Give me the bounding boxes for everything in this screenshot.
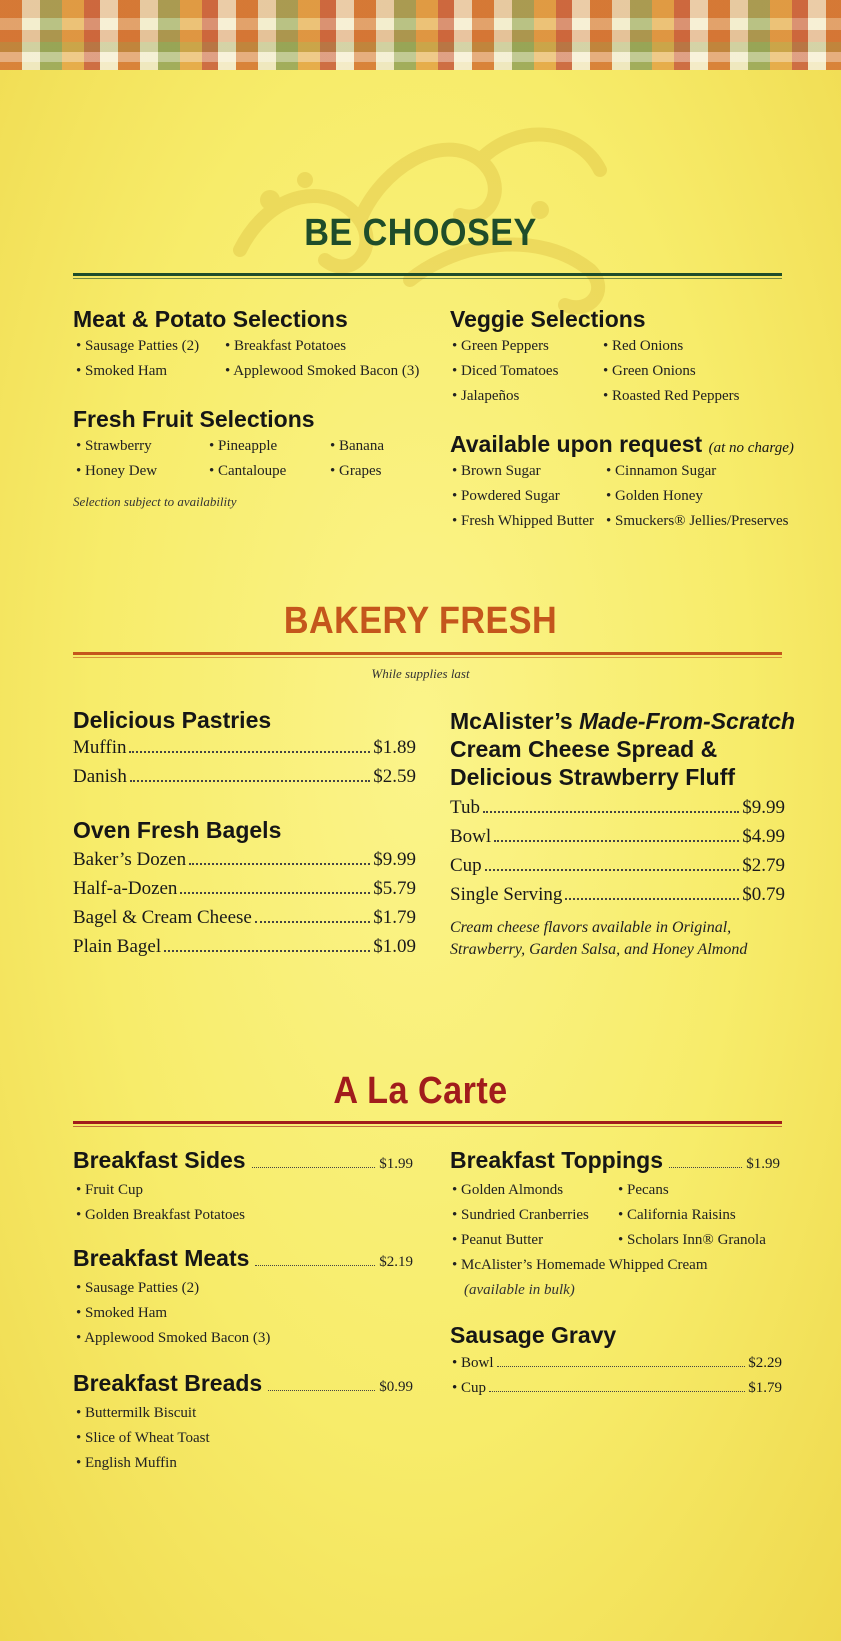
- be-choosey-rule: [73, 273, 782, 276]
- leader-dots: [130, 780, 370, 782]
- breakfast-meats-heading: [73, 1245, 413, 1272]
- topping-item: • Scholars Inn® Granola: [618, 1232, 766, 1249]
- leader-dots: [180, 892, 370, 894]
- bagel-row: [73, 849, 416, 871]
- topping-item: • McAlister’s Homemade Whipped Cream: [452, 1257, 707, 1274]
- veggie-item: • Green Peppers: [452, 338, 549, 355]
- heading-brand: McAlister’s: [450, 708, 580, 734]
- meat-potato-heading: Meat & Potato Selections: [73, 306, 348, 332]
- cream-cheese-heading: [450, 707, 795, 791]
- veggie-item: • Red Onions: [603, 338, 683, 355]
- flavors-line: Cream cheese flavors available in Original,: [450, 919, 732, 936]
- leader-dots: [255, 921, 370, 923]
- cream-cheese-heading-line1: [450, 707, 795, 735]
- leader-dots: [483, 811, 739, 813]
- veggie-item: • Diced Tomatoes: [452, 363, 558, 380]
- leader-dots: [189, 863, 370, 865]
- meat-item: • Breakfast Potatoes: [225, 338, 346, 355]
- gravy-row: [452, 1355, 782, 1372]
- gravy-price: $2.29: [748, 1355, 782, 1371]
- bagel-row: [73, 936, 416, 958]
- pastry-row: [73, 737, 416, 759]
- topping-item: • California Raisins: [618, 1207, 736, 1224]
- leader-dots: [669, 1167, 742, 1168]
- topping-item: • Pecans: [618, 1182, 669, 1199]
- meat-item: • Smoked Ham: [76, 1305, 167, 1322]
- cream-cheese-row: [450, 797, 785, 819]
- gravy-size-label: Bowl: [461, 1355, 494, 1371]
- sausage-gravy-heading: Sausage Gravy: [450, 1322, 617, 1348]
- cream-cheese-flavors-note: [450, 917, 747, 961]
- request-item: • Cinnamon Sugar: [606, 463, 716, 480]
- bagel-name: Half-a-Dozen: [73, 878, 178, 899]
- cream-cheese-size: Bowl: [450, 826, 492, 847]
- fruit-item: • Strawberry: [76, 438, 152, 455]
- bread-item: • Slice of Wheat Toast: [76, 1430, 210, 1447]
- leader-dots: [485, 869, 740, 871]
- bagels-heading: Oven Fresh Bagels: [73, 817, 282, 843]
- veggie-item: • Jalapeños: [452, 388, 519, 405]
- request-heading-text: Available upon request: [450, 431, 703, 457]
- pastry-name: Muffin: [73, 737, 127, 758]
- pastry-name: Danish: [73, 766, 127, 787]
- fruit-item: • Honey Dew: [76, 463, 157, 480]
- request-item: • Golden Honey: [606, 488, 703, 505]
- meat-item: • Applewood Smoked Bacon (3): [225, 363, 419, 380]
- breakfast-sides-price: $1.99: [379, 1156, 413, 1172]
- fruit-item: • Banana: [330, 438, 384, 455]
- heading-scratch: Made-From-Scratch: [579, 708, 796, 734]
- request-heading-note: (at no charge): [708, 440, 794, 456]
- bagel-row: [73, 907, 416, 929]
- cream-cheese-size: Single Serving: [450, 884, 563, 905]
- bagel-name: Baker’s Dozen: [73, 849, 187, 870]
- flavors-line: Strawberry, Garden Salsa, and Honey Almond: [450, 941, 748, 958]
- topping-item: • Peanut Butter: [452, 1232, 543, 1249]
- bread-item: • Buttermilk Biscuit: [76, 1405, 196, 1422]
- bagel-price: $5.79: [373, 878, 416, 899]
- bagel-row: [73, 878, 416, 900]
- meat-item: • Smoked Ham: [76, 363, 167, 380]
- bakery-fresh-title: BAKERY FRESH: [283, 600, 558, 642]
- breakfast-breads-heading: [73, 1370, 413, 1397]
- cream-cheese-row: [450, 884, 785, 906]
- topping-item: • Sundried Cranberries: [452, 1207, 589, 1224]
- breakfast-meats-price: $2.19: [379, 1254, 413, 1270]
- cream-cheese-row: [450, 855, 785, 877]
- bagel-price: $9.99: [373, 849, 416, 870]
- pastry-price: $1.89: [373, 737, 416, 758]
- leader-dots: [164, 950, 370, 952]
- meat-item: • Applewood Smoked Bacon (3): [76, 1330, 270, 1347]
- cream-cheese-price: $9.99: [742, 797, 785, 818]
- veggie-heading: Veggie Selections: [450, 306, 646, 332]
- leader-dots: [252, 1167, 376, 1168]
- leader-dots: [494, 840, 739, 842]
- leader-dots: [255, 1265, 375, 1266]
- fresh-fruit-heading: Fresh Fruit Selections: [73, 406, 315, 432]
- leader-dots: [497, 1366, 746, 1367]
- side-item: • Fruit Cup: [76, 1182, 143, 1199]
- bagel-name: Bagel & Cream Cheese: [73, 907, 252, 928]
- veggie-item: • Roasted Red Peppers: [603, 388, 740, 405]
- request-item: • Smuckers® Jellies/Preserves: [606, 513, 788, 530]
- breakfast-toppings-title: Breakfast Toppings: [450, 1147, 663, 1173]
- cream-cheese-price: $4.99: [742, 826, 785, 847]
- bagel-price: $1.09: [373, 936, 416, 957]
- cream-cheese-heading-line3: Delicious Strawberry Fluff: [450, 764, 736, 790]
- bakery-rule: [73, 652, 782, 655]
- breakfast-breads-title: Breakfast Breads: [73, 1370, 263, 1396]
- pastry-row: [73, 766, 416, 788]
- leader-dots: [565, 898, 739, 900]
- meat-item: • Sausage Patties (2): [76, 1280, 199, 1297]
- cream-cheese-size: Cup: [450, 855, 482, 876]
- bagel-price: $1.79: [373, 907, 416, 928]
- cream-cheese-size: Tub: [450, 797, 480, 818]
- breakfast-meats-title: Breakfast Meats: [73, 1245, 250, 1271]
- fruit-item: • Grapes: [330, 463, 382, 480]
- cream-cheese-heading-line2: Cream Cheese Spread &: [450, 736, 718, 762]
- meat-item: • Sausage Patties (2): [76, 338, 199, 355]
- topping-item: • Golden Almonds: [452, 1182, 563, 1199]
- request-item: • Brown Sugar: [452, 463, 541, 480]
- side-item: • Golden Breakfast Potatoes: [76, 1207, 245, 1224]
- cream-cheese-price: $0.79: [742, 884, 785, 905]
- bread-item: • English Muffin: [76, 1455, 177, 1472]
- gravy-size: • Bowl: [452, 1355, 494, 1371]
- fruit-item: • Cantaloupe: [209, 463, 286, 480]
- availability-note: Selection subject to availability: [73, 494, 237, 509]
- gravy-price: $1.79: [748, 1380, 782, 1396]
- cream-cheese-row: [450, 826, 785, 848]
- request-item: • Fresh Whipped Butter: [452, 513, 594, 530]
- gravy-row: [452, 1380, 782, 1397]
- pastries-heading: Delicious Pastries: [73, 707, 272, 733]
- a-la-carte-title: A La Carte: [333, 1070, 508, 1112]
- gravy-size-label: Cup: [461, 1380, 487, 1396]
- leader-dots: [489, 1391, 745, 1392]
- leader-dots: [268, 1390, 375, 1391]
- breakfast-toppings-price: $1.99: [746, 1156, 780, 1172]
- bagel-name: Plain Bagel: [73, 936, 162, 957]
- request-heading: [450, 431, 794, 458]
- breakfast-sides-title: Breakfast Sides: [73, 1147, 246, 1173]
- breakfast-toppings-heading: [450, 1147, 780, 1174]
- breakfast-breads-price: $0.99: [379, 1379, 413, 1395]
- request-item: • Powdered Sugar: [452, 488, 560, 505]
- pastry-price: $2.59: [373, 766, 416, 787]
- leader-dots: [129, 751, 370, 753]
- breakfast-sides-heading: [73, 1147, 413, 1174]
- cream-cheese-price: $2.79: [742, 855, 785, 876]
- fruit-item: • Pineapple: [209, 438, 277, 455]
- toppings-bulk-note: (available in bulk): [464, 1282, 575, 1298]
- a-la-carte-rule: [73, 1121, 782, 1124]
- bakery-subtitle: While supplies last: [371, 666, 470, 681]
- be-choosey-title: BE CHOOSEY: [304, 212, 537, 254]
- gravy-size: • Cup: [452, 1380, 487, 1396]
- plaid-banner: [0, 0, 841, 70]
- veggie-item: • Green Onions: [603, 363, 696, 380]
